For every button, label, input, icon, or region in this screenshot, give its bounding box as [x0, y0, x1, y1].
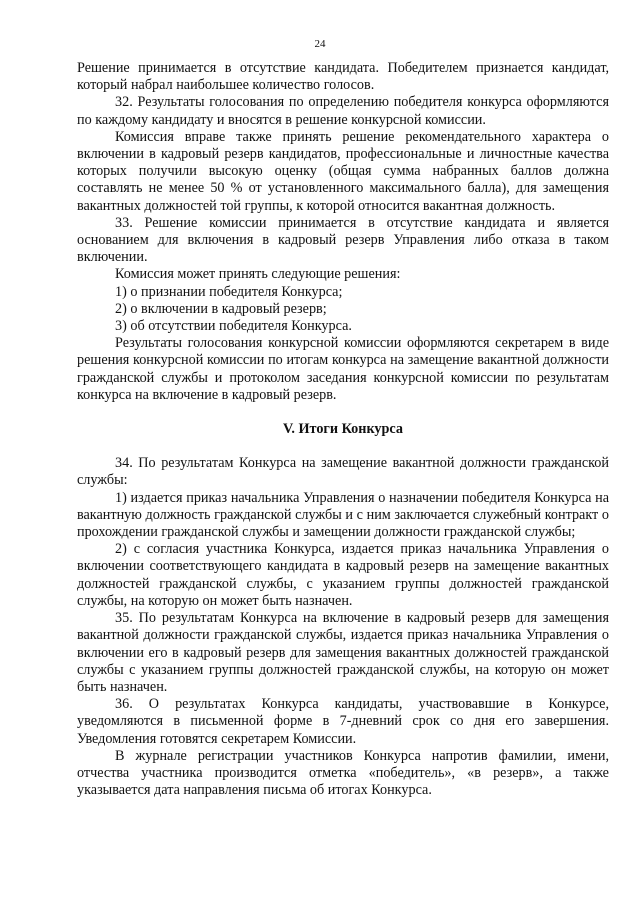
page-number: 24 [314, 38, 326, 50]
paragraph-item-32: 32. Результаты голосования по определению победителя конкурса оформляются по каждому кандидату и вносятся в решение конкурсной комиссии. [77, 94, 609, 128]
list-item-34-1: 1) издается приказ начальника Управления о назначении победителя Конкурса на вакантную должность гражданской службы и с ним заключается служебный контракт о прохождении гражданской службы и замещении должности гражданской службы; [77, 489, 609, 541]
paragraph-item-34: 34. По результатам Конкурса на замещение вакантной должности гражданской службы: [77, 455, 609, 489]
document-body [77, 60, 609, 799]
paragraph-registration-journal: В журнале регистрации участников Конкурса напротив фамилии, имени, отчества участника производится отметка «победитель», «в резерв», а также указывается дата направления письма об итогах Конкурса. [77, 747, 609, 799]
section-heading: V. Итоги Конкурса [283, 421, 403, 438]
list-item-decision-1: 1) о признании победителя Конкурса; [115, 283, 343, 300]
paragraph-item-33: 33. Решение комиссии принимается в отсутствие кандидата и является основанием для включения в кадровый резерв Управления либо отказа в таком включении. [77, 214, 609, 266]
paragraph-voting-results: Результаты голосования конкурсной комиссии оформляются секретарем в виде решения конкурсной комиссии по итогам конкурса на замещение вакантной должности гражданской службы и протоколом заседания конкурсной комиссии по результатам конкурса на включение в кадровый резерв. [77, 335, 609, 403]
paragraph-possible-decisions: Комиссия может принять следующие решения: [115, 266, 401, 283]
paragraph-decision-absence: Решение принимается в отсутствие кандидата. Победителем признается кандидат, который набрал наибольшее количество голосов. [77, 60, 609, 94]
list-item-34-2: 2) с согласия участника Конкурса, издается приказ начальника Управления о включении соответствующего кандидата в кадровый резерв на замещение вакантных должностей гражданской службы, с указанием группы должностей гражданской службы, на которую он может быть назначен. [77, 541, 609, 609]
list-item-decision-3: 3) об отсутствии победителя Конкурса. [115, 318, 352, 335]
paragraph-commission-recommendation: Комиссия вправе также принять решение рекомендательного характера о включении в кадровый резерв кандидатов, профессиональные и личностные качества которых получили высокую оценку (общая сумма набранных баллов должна составлять не менее 50 % от установленного максимального балла), для замещения вакантных должностей той группы, к которой относится вакантная должность. [77, 128, 609, 214]
paragraph-item-35: 35. По результатам Конкурса на включение в кадровый резерв для замещения вакантной должности гражданской службы, издается приказ начальника Управления о включении его в кадровый резерв для замещения вакантных должностей гражданской службы с указанием группы должностей гражданской службы, на которую он может быть назначен. [77, 610, 609, 695]
paragraph-item-36: 36. О результатах Конкурса кандидаты, участвовавшие в Конкурсе, уведомляются в письменной форме в 7-дневний срок со дня его завершения. Уведомления готовятся секретарем Комиссии. [77, 696, 609, 747]
list-item-decision-2: 2) о включении в кадровый резерв; [115, 300, 327, 317]
